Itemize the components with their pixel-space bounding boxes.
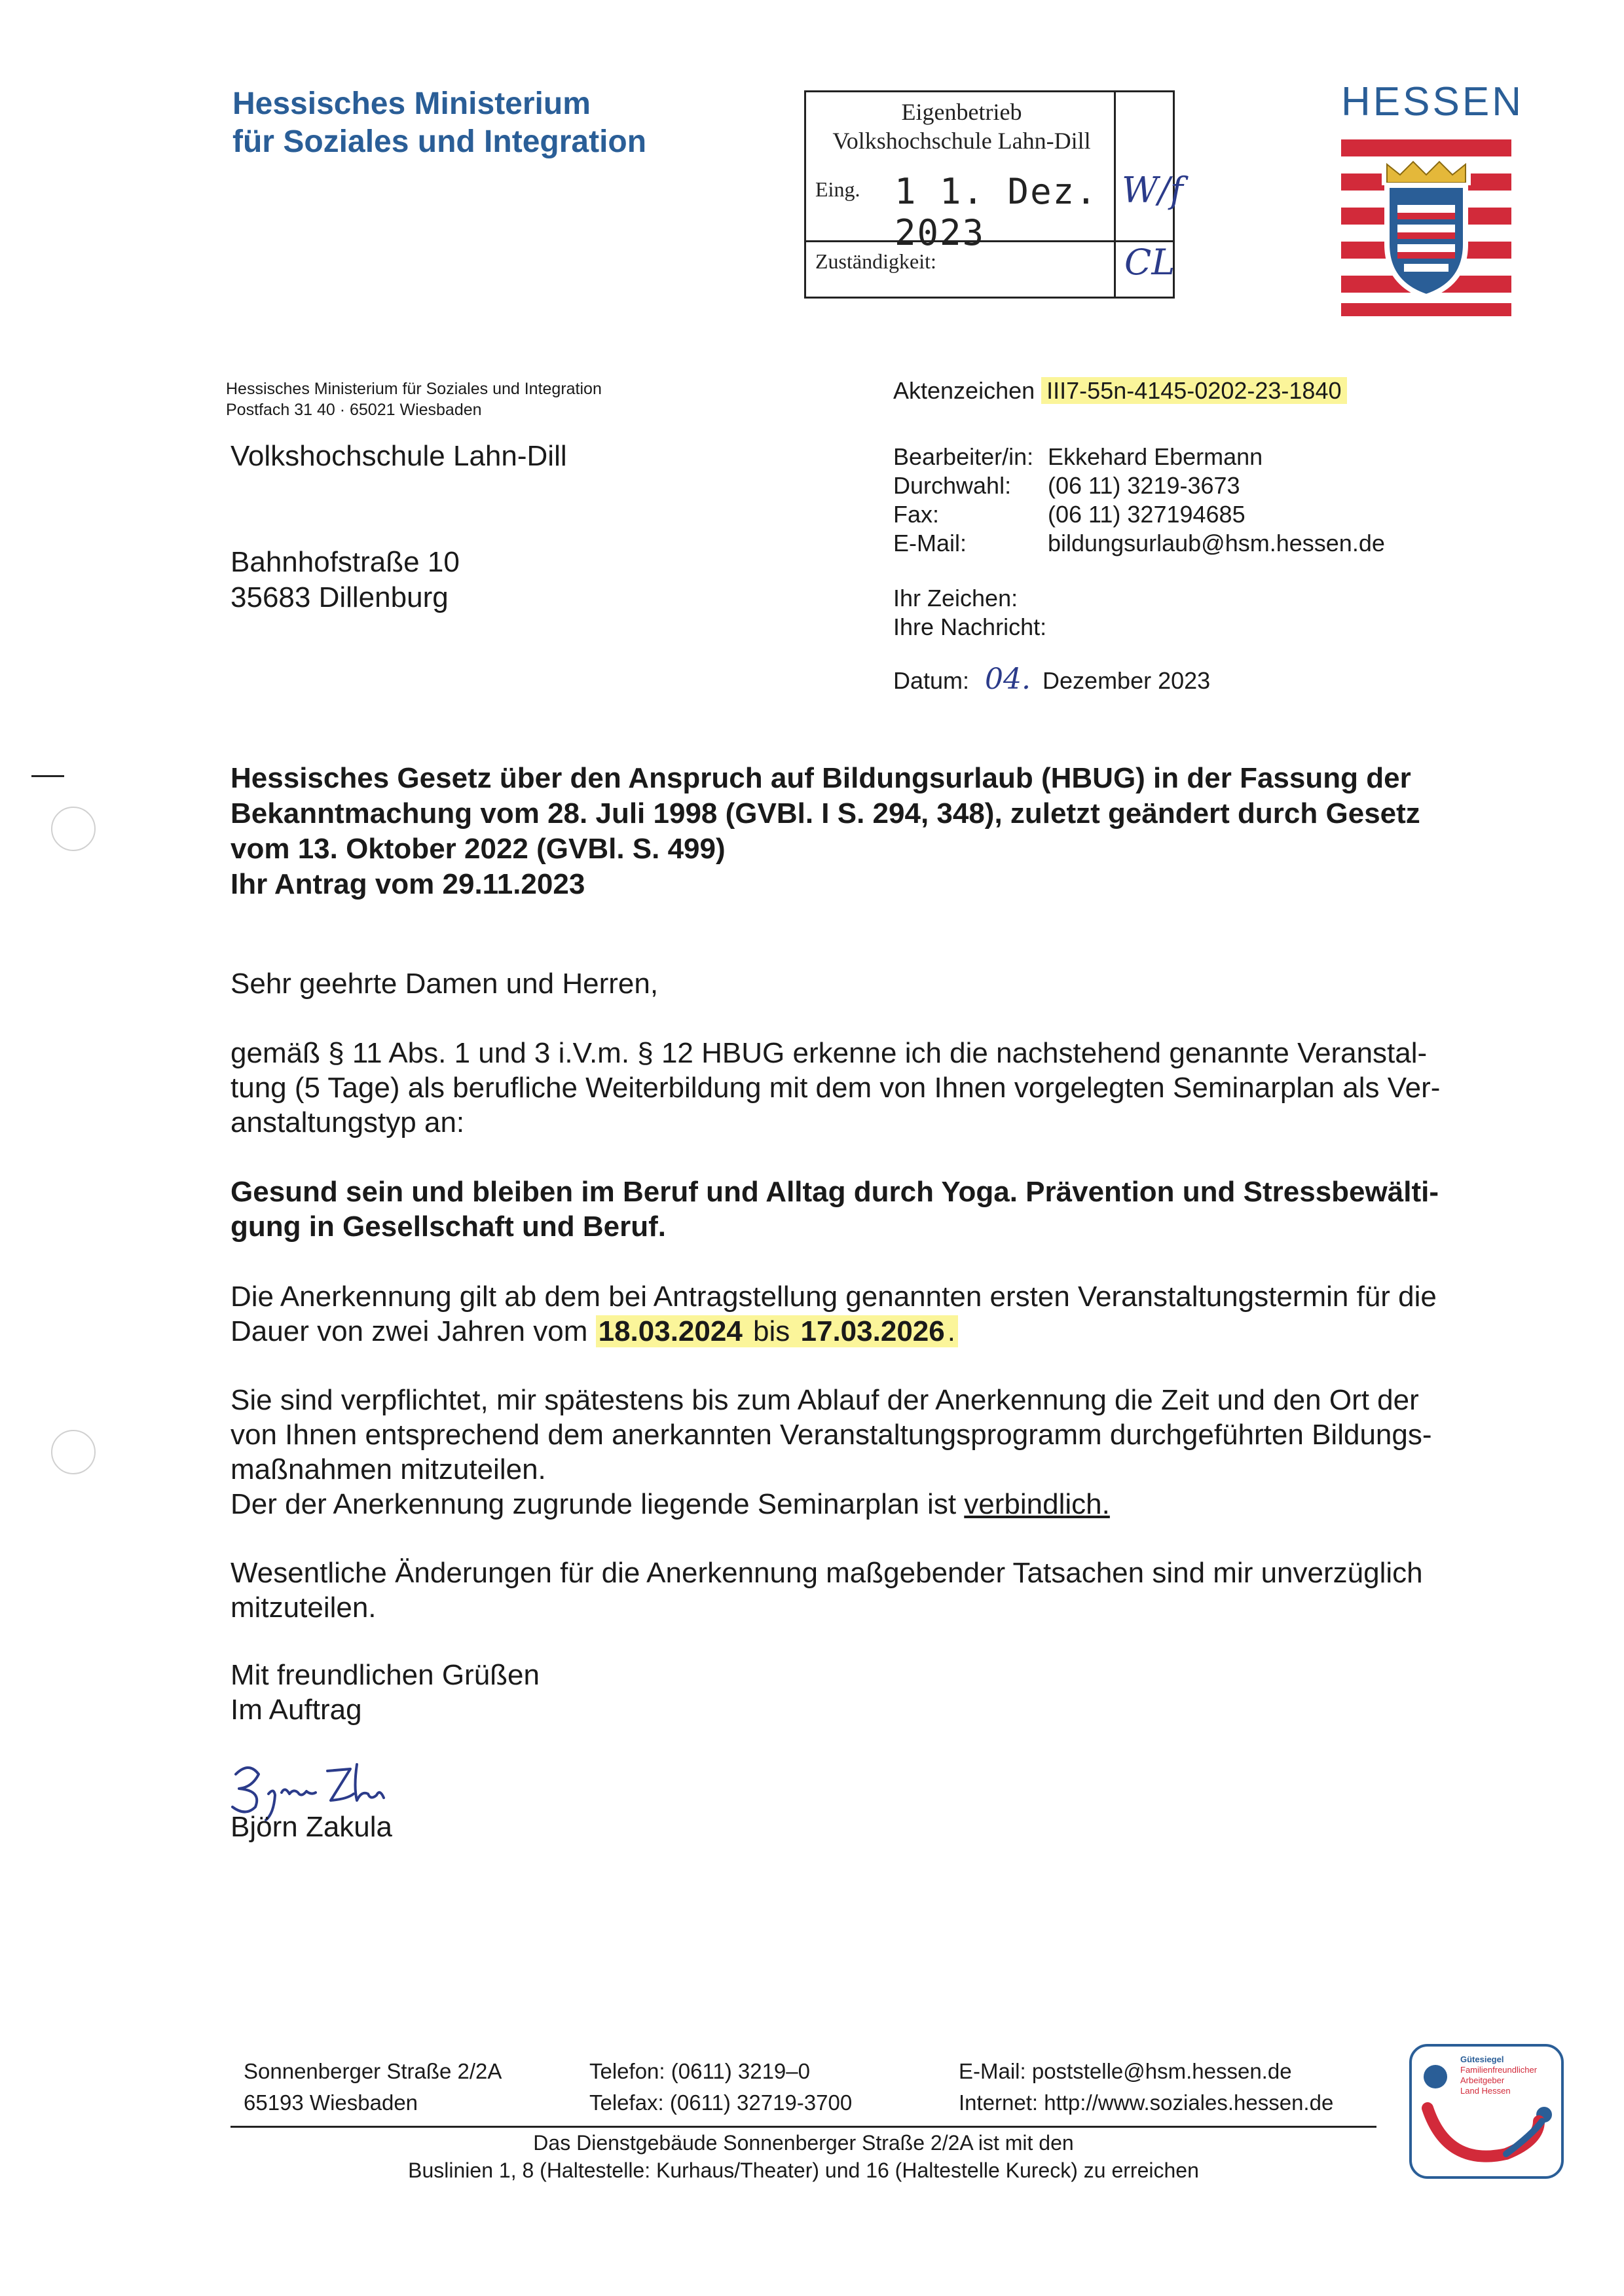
paragraph-line: anstaltungstyp an: (231, 1106, 465, 1139)
ministry-name-line2: für Soziales und Integration (232, 124, 647, 159)
paragraph-line (231, 1314, 1507, 1349)
footer-transit-note (231, 2129, 1376, 2184)
reference-label: Aktenzeichen (893, 377, 1035, 404)
stamp-header (806, 98, 1117, 155)
fax-value: (06 11) 327194685 (1048, 501, 1246, 528)
seal-line3: Arbeitgeber (1460, 2075, 1505, 2085)
recipient-name: Volkshochschule Lahn-Dill (231, 440, 567, 472)
signer-name: Björn Zakula (231, 1811, 393, 1843)
subject-line1: Hessisches Gesetz über den Anspruch auf Bildungsurlaub (HBUG) in der Fassung der (231, 762, 1411, 794)
paragraph-line: maßnahmen mitzuteilen. (231, 1453, 546, 1485)
email-value: bildungsurlaub@hsm.hessen.de (1048, 530, 1385, 556)
closing-line: Mit freundlichen Grüßen (231, 1659, 540, 1691)
ihr-zeichen-label: Ihr Zeichen: (893, 585, 1018, 611)
footer-address-line2: 65193 Wiesbaden (244, 2090, 418, 2115)
date-day-handwritten: 04. (985, 663, 1031, 696)
subject-line4: Ihr Antrag vom 29.11.2023 (231, 868, 585, 900)
paragraph-line: Sie sind verpflichtet, mir spätestens bis zum Ablauf der Anerkennung die Zeit und den Ort der (231, 1384, 1419, 1416)
email-label: E-Mail: (893, 530, 967, 556)
footer-contact (959, 2056, 1333, 2119)
ministry-name-line1: Hessisches Ministerium (232, 86, 591, 121)
paragraph-obligation (231, 1383, 1507, 1522)
reference-value: III7-55n-4145-0202-23-1840 (1041, 377, 1346, 404)
stamp-handwritten-initials-1: W/f (1122, 170, 1183, 211)
recipient-address (231, 439, 567, 615)
punch-hole-mark (51, 807, 96, 851)
paragraph-line: gemäß § 11 Abs. 1 und 3 i.V.m. § 12 HBUG erkenne ich die nachstehend genannte Veranstal- (231, 1037, 1428, 1069)
durchwahl-value: (06 11) 3219-3673 (1048, 472, 1240, 499)
sender-line2: Postfach 31 40 · 65021 Wiesbaden (226, 401, 482, 419)
paragraph-line: mitzuteilen. (231, 1592, 377, 1624)
text-span: bis (745, 1315, 798, 1347)
paragraph-recognition (231, 1036, 1507, 1140)
paragraph-validity (231, 1279, 1507, 1349)
paragraph-line: Die Anerkennung gilt ab dem bei Antragstellung genannten ersten Veranstaltungstermin für die (231, 1281, 1437, 1313)
paragraph-line (231, 1487, 1507, 1522)
closing-line: Im Auftrag (231, 1694, 362, 1726)
footer-fax-line: Telefax: (0611) 32719-3700 (589, 2090, 853, 2115)
seal-line2: Familienfreundlicher (1460, 2065, 1538, 2075)
valid-to-date: 17.03.2026 (798, 1315, 948, 1347)
footer-address (244, 2056, 502, 2119)
salutation: Sehr geehrte Damen und Herren, (231, 968, 659, 1000)
bearbeiter-value: Ekkehard Ebermann (1048, 443, 1263, 470)
reference-number (893, 374, 1347, 407)
letter-date (893, 663, 1210, 696)
paragraph-line: von Ihnen entsprechend dem anerkannten Veranstaltungsprogramm durchgeführten Bildungs- (231, 1419, 1432, 1451)
footer-note-line1: Das Dienstgebäude Sonnenberger Straße 2/2A ist mit den (533, 2131, 1074, 2155)
bearbeiter-label: Bearbeiter/in: (893, 443, 1034, 470)
stamp-zustaendigkeit-label: Zuständigkeit: (815, 249, 936, 273)
footer-phone (589, 2056, 852, 2119)
closing (231, 1658, 1507, 1727)
recipient-city: 35683 Dillenburg (231, 581, 449, 613)
footer-email-line: E-Mail: poststelle@hsm.hessen.de (959, 2059, 1292, 2083)
ihre-nachricht-label: Ihre Nachricht: (893, 613, 1047, 640)
seal-line4: Land Hessen (1460, 2086, 1511, 2096)
footer-address-line1: Sonnenberger Straße 2/2A (244, 2059, 502, 2083)
date-month-year: Dezember 2023 (1043, 667, 1211, 694)
stamp-date: 1 1. Dez. 2023 (895, 171, 1098, 253)
stamp-eing-label: Eing. (815, 177, 860, 201)
family-friendly-employer-seal (1408, 2043, 1565, 2183)
subject-line2: Bekanntmachung vom 28. Juli 1998 (GVBl. I S. 294, 348), zuletzt geändert durch Gesetz (231, 797, 1420, 829)
valid-from-date: 18.03.2024 (596, 1315, 745, 1347)
hessen-logo-text: HESSEN (1341, 79, 1524, 124)
fold-mark (31, 775, 64, 777)
recipient-street: Bahnhofstraße 10 (231, 546, 460, 578)
paragraph-line: tung (5 Tage) als berufliche Weiterbildung mit dem von Ihnen vorgelegten Seminarplan als Ver- (231, 1072, 1441, 1104)
course-title-line: gung in Gesellschaft und Beruf. (231, 1211, 666, 1243)
stamp-handwritten-initials-2: CL (1124, 242, 1175, 283)
receipt-stamp (804, 90, 1183, 299)
text-span: . (948, 1315, 958, 1347)
sender-line1: Hessisches Ministerium für Soziales und Integration (226, 380, 602, 398)
stamp-line2: Volkshochschule Lahn-Dill (832, 128, 1091, 154)
paragraph-line: Wesentliche Änderungen für die Anerkennung maßgebender Tatsachen sind mir unverzüglich (231, 1557, 1423, 1589)
sender-return-address (226, 378, 602, 420)
footer-internet-line: Internet: http://www.soziales.hessen.de (959, 2090, 1334, 2115)
date-label: Datum: (893, 667, 970, 694)
subject-line3: vom 13. Oktober 2022 (GVBl. S. 499) (231, 833, 726, 865)
footer-phone-line: Telefon: (0611) 3219–0 (589, 2059, 810, 2083)
stamp-line1: Eigenbetrieb (901, 99, 1022, 125)
text-span: Dauer von zwei Jahren vom (231, 1315, 596, 1347)
course-title-line: Gesund sein und bleiben im Beruf und Alltag durch Yoga. Prävention und Stressbewälti- (231, 1176, 1439, 1208)
hessen-coat-of-arms-logo (1341, 139, 1511, 319)
paragraph-changes (231, 1556, 1507, 1625)
text-span: Der der Anerkennung zugrunde liegende Seminarplan ist (231, 1488, 965, 1520)
durchwahl-label: Durchwahl: (893, 472, 1012, 499)
fax-label: Fax: (893, 501, 940, 528)
contact-info (893, 443, 1385, 642)
punch-hole-mark (51, 1430, 96, 1474)
footer-note-line2: Buslinien 1, 8 (Haltestelle: Kurhaus/Theater) und 16 (Haltestelle Kureck) zu erreichen (408, 2159, 1199, 2182)
subject-block (231, 761, 1507, 902)
seal-line1: Gütesiegel (1460, 2054, 1504, 2064)
course-title (231, 1175, 1507, 1244)
footer-divider (231, 2126, 1376, 2128)
ministry-name (232, 85, 646, 161)
binding-word: verbindlich. (964, 1488, 1110, 1520)
